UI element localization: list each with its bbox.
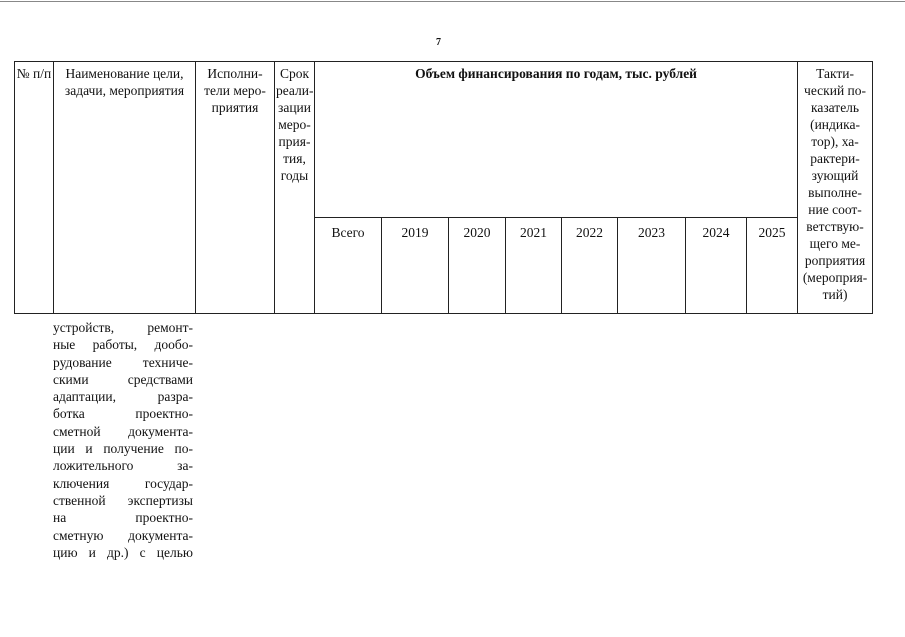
header-year-2024: 2024 [686, 218, 747, 314]
text-line: сметную документа- [53, 527, 193, 543]
text-line: на проектно- [53, 510, 193, 526]
text-line: ные работы, дообо- [53, 337, 193, 353]
header-year-2019: 2019 [382, 218, 449, 314]
text-line: адаптации, разра- [53, 389, 193, 405]
header-col-executors: Исполни-тели меро-приятия [196, 62, 275, 314]
text-line: цию и др.) с целью [53, 544, 193, 560]
text-line: ключения государ- [53, 475, 193, 491]
header-col-indicator: Такти-ческий по-казатель (индика-тор), ха-рактери-зующий выполне-ние соот-ветствую-щего ме-роприятия (мероприя-тий) [798, 62, 873, 314]
header-year-2022: 2022 [562, 218, 618, 314]
text-line: сметной документа- [53, 423, 193, 439]
table-header [14, 61, 873, 314]
page-number: 7 [436, 37, 441, 48]
text-line: ственной экспертизы [53, 492, 193, 508]
text-line: ции и получение по- [53, 441, 193, 457]
header-year-total: Всего [315, 218, 382, 314]
text-line: рудование техниче- [53, 354, 193, 370]
header-year-2025: 2025 [747, 218, 798, 314]
top-border-line [0, 1, 905, 2]
header-col-number: № п/п [15, 62, 54, 314]
header-year-2021: 2021 [506, 218, 562, 314]
text-line: ложительного за- [53, 458, 193, 474]
header-col-funding: Объем финансирования по годам, тыс. рублей [315, 62, 798, 218]
text-line: скими средствами [53, 371, 193, 387]
text-line: устройств, ремонт- [53, 320, 193, 335]
header-year-2020: 2020 [449, 218, 506, 314]
header-year-2023: 2023 [618, 218, 686, 314]
measure-description-text [53, 319, 193, 561]
header-col-term: Срок реали-зации меро-прия-тия, годы [275, 62, 315, 314]
text-line: ботка проектно- [53, 406, 193, 422]
header-col-name: Наименование цели, задачи, мероприятия [54, 62, 196, 314]
